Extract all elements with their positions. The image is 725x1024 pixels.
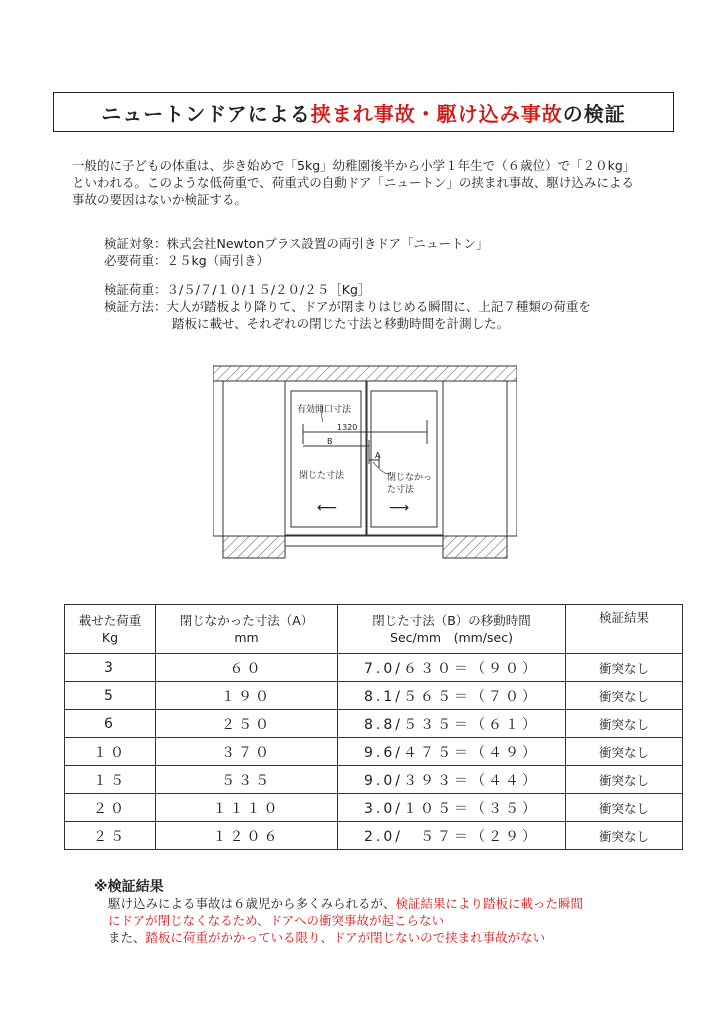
table-row xyxy=(65,710,683,738)
intro-line: といわれる。このような低荷重で、荷重式の自動ドア「ニュートン」の挟まれ事故、駆け込みによる xyxy=(72,175,634,190)
table-cell: １９０ xyxy=(156,682,338,710)
table-cell: 2.0/ ５７＝（２９） xyxy=(338,822,566,850)
floor-hatch-left xyxy=(223,536,285,558)
title-part2: の検証 xyxy=(562,101,626,126)
label-b: B xyxy=(327,437,333,446)
table-cell: 衝突なし xyxy=(566,794,683,822)
closed-dim-label: 閉じた寸法 xyxy=(299,471,345,481)
spec-target: 検証対象：株式会社Newtonプラス設置の両引きドア「ニュートン」 xyxy=(104,236,489,251)
table-cell: 衝突なし xyxy=(566,654,683,682)
table-cell: ６０ xyxy=(156,654,338,682)
header-text: 閉じなかった寸法（A） xyxy=(179,613,314,628)
table-cell: ２５０ xyxy=(156,710,338,738)
conclusion-heading: ※検証結果 xyxy=(94,879,164,895)
table-cell: 衝突なし xyxy=(566,822,683,850)
table-row xyxy=(65,822,683,850)
conclusion-text-red: にドアが閉じなくなるため、ドアへの衝突事故が起こらない xyxy=(108,913,445,928)
table-row xyxy=(65,794,683,822)
spec-method-cont: 踏板に載せ、それぞれの閉じた寸法と移動時間を計測した。 xyxy=(172,316,510,331)
spec-block-1 xyxy=(104,235,489,269)
table-cell: 衝突なし xyxy=(566,738,683,766)
arrow-left-icon: ⟵ xyxy=(317,500,338,516)
conclusion-text-red: 踏板に荷重がかかっている限り、ドアが閉じないので挟まれ事故がない xyxy=(145,930,546,945)
header-result xyxy=(566,605,683,654)
label-a: A xyxy=(375,451,381,460)
table-cell: ２０ xyxy=(65,794,156,822)
not-closed-label-2: た寸法 xyxy=(387,485,415,495)
conclusion-text-black: 駆け込みによる事故は６歳児から多くみられるが、 xyxy=(108,896,396,911)
spec-test-loads: 検証荷重：３/５/７/１０/１５/２０/２５［Kg］ xyxy=(104,282,371,297)
intro-line: 一般的に子どもの体重は、歩き始めで「5kg」幼稚園後半から小学１年生で（６歳位）で「２０kg」 xyxy=(72,158,636,173)
table-cell: 衝突なし xyxy=(566,682,683,710)
header-text: 閉じた寸法（B）の移動時間 xyxy=(372,613,531,628)
header-text: Kg xyxy=(101,630,119,645)
not-closed-label: 閉じなかっ xyxy=(387,473,433,483)
table-cell: １２０６ xyxy=(156,822,338,850)
arrow-right-icon: ⟶ xyxy=(389,500,410,516)
spec-required-load: 必要荷重：２５kg（両引き） xyxy=(104,253,270,268)
title-part1: ニュートンドアによる xyxy=(101,101,311,126)
width-value: 1320 xyxy=(337,423,358,432)
table-row xyxy=(65,766,683,794)
floor-hatch-right xyxy=(443,536,507,558)
table-cell: １５ xyxy=(65,766,156,794)
spec-block-2 xyxy=(104,281,591,332)
title-highlight: 挟まれ事故・駆け込み事故 xyxy=(310,101,563,126)
effective-opening-label: 有効開口寸法 xyxy=(297,405,352,415)
table-row xyxy=(65,738,683,766)
header-not-closed xyxy=(156,605,338,654)
table-cell: 衝突なし xyxy=(566,766,683,794)
intro-line: 事故の要因はないか検証する。 xyxy=(72,192,248,207)
table-cell: 9.0/３９３＝（４４） xyxy=(338,766,566,794)
table-row xyxy=(65,654,683,682)
table-cell: 8.8/５３５＝（６１） xyxy=(338,710,566,738)
table-cell: ２５ xyxy=(65,822,156,850)
conclusion-text-black: また、 xyxy=(108,930,146,945)
frame-outline xyxy=(213,381,517,536)
conclusion-text-red: 検証結果により踏板に載った瞬間 xyxy=(395,896,584,911)
conclusion-text xyxy=(108,895,668,946)
page-title xyxy=(53,92,674,132)
table-row xyxy=(65,682,683,710)
table-header-row xyxy=(65,605,683,654)
header-text: 検証結果 xyxy=(598,610,649,625)
door-diagram xyxy=(213,364,517,564)
header-hatch xyxy=(213,366,517,381)
header-time xyxy=(338,605,566,654)
table-cell: 8.1/５６５＝（７０） xyxy=(338,682,566,710)
table-cell: １１１０ xyxy=(156,794,338,822)
table-cell: 衝突なし xyxy=(566,710,683,738)
header-text: mm xyxy=(234,630,259,645)
table-cell: 3.0/１０５＝（３５） xyxy=(338,794,566,822)
table-cell: 9.6/４７５＝（４９） xyxy=(338,738,566,766)
header-text: Sec/mm (mm/sec) xyxy=(390,630,513,645)
table-cell: １０ xyxy=(65,738,156,766)
table-cell: 6 xyxy=(65,710,156,738)
table-cell: 7.0/６３０＝（９０） xyxy=(338,654,566,682)
table-cell: ５３５ xyxy=(156,766,338,794)
results-table xyxy=(64,604,683,850)
table-cell: 5 xyxy=(65,682,156,710)
table-cell: 3 xyxy=(65,654,156,682)
header-text: 載せた荷重 xyxy=(78,613,142,628)
spec-method: 検証方法：大人が踏板より降りて、ドアが閉まりはじめる瞬間に、上記７種類の荷重を xyxy=(104,299,591,314)
table-cell: ３７０ xyxy=(156,738,338,766)
header-load xyxy=(65,605,156,654)
intro-paragraph xyxy=(72,157,672,208)
